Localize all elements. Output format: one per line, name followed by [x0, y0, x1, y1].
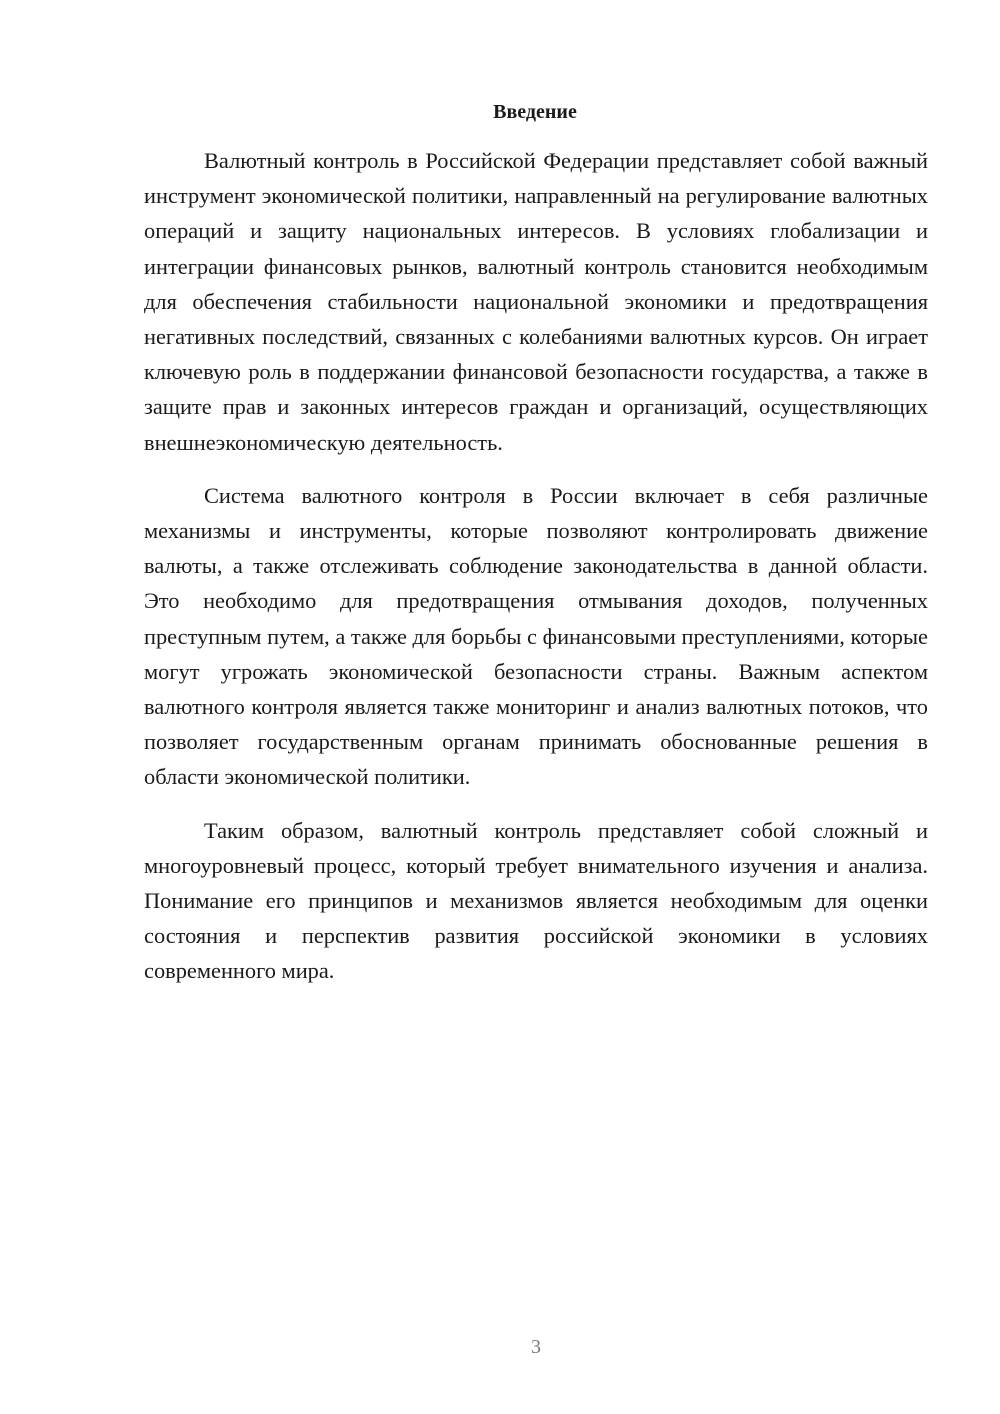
page-number: 3 [531, 1336, 541, 1358]
body-text [144, 143, 928, 1007]
paragraph: Система валютного контроля в России включает в себя различные механизмы и инструменты, которые позволяют контролировать движение валюты, а также отслеживать соблюдение законодательства в данной области. Это необходимо для предотвращения отмывания доходов, полученных преступным путем, а также для борьбы с финансовыми преступлениями, которые могут угрожать экономической безопасности страны. Важным аспектом валютного контроля является также мониторинг и анализ валютных потоков, что позволяет государственным органам принимать обоснованные решения в области экономической политики. [144, 482, 928, 790]
paragraph: Валютный контроль в Российской Федерации представляет собой важный инструмент экономической политики, направленный на регулирование валютных операций и защиту национальных интересов. В условиях глобализации и интеграции финансовых рынков, валютный контроль становится необходимым для обеспечения стабильности национальной экономики и предотвращения негативных последствий, связанных с колебаниями валютных курсов. Он играет ключевую роль в поддержании финансовой безопасности государства, а также в защите прав и законных интересов граждан и организаций, осуществляющих внешнеэкономическую деятельность. [144, 148, 928, 455]
section-heading: Введение [493, 101, 577, 123]
paragraph: Таким образом, валютный контроль представляет собой сложный и многоуровневый процесс, который требует внимательного изучения и анализа. Понимание его принципов и механизмов является необходимым для оценки состояния и перспектив развития российской экономики в условиях современного мира. [144, 817, 928, 984]
